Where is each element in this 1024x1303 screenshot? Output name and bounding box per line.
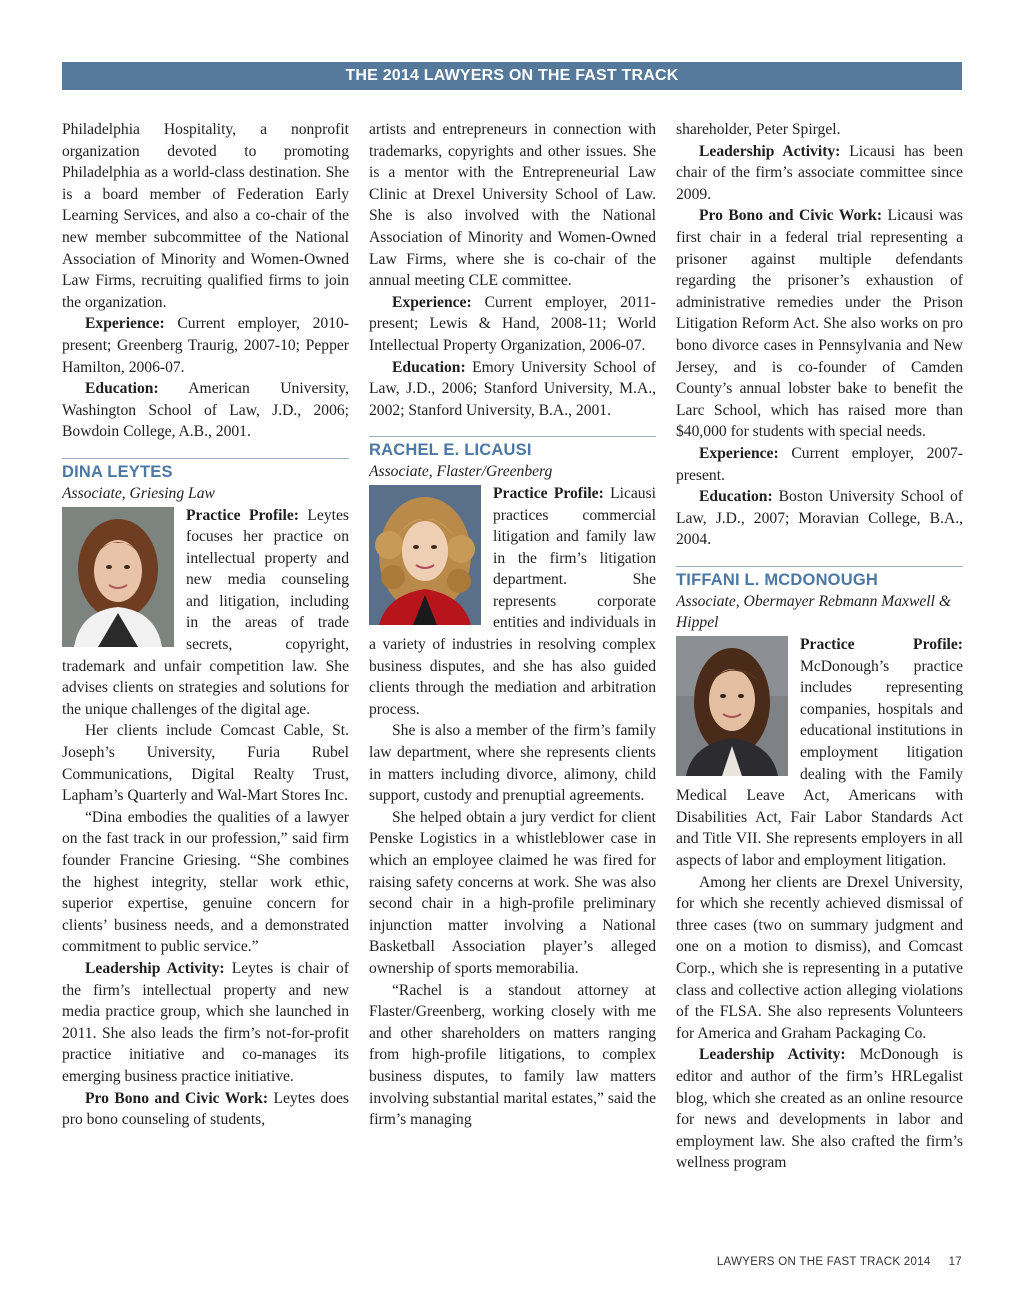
column1-intro: Philadelphia Hospitality, a nonprofit organization devoted to promoting Philadelphia as a world-class destination. She is a board member of Federation Early Learning Services, and also a co-chair of the new member subcommittee of the National Association of Minority and Women-Owned Law Firms, recruiting qualified firms to join the organization. — [62, 121, 349, 311]
practice-label: Practice Profile: — [186, 506, 299, 524]
experience-label: Experience: — [85, 315, 165, 333]
column1-education — [62, 378, 349, 443]
section-banner: THE 2014 LAWYERS ON THE FAST TRACK — [62, 62, 962, 90]
probono-label: Pro Bono and Civic Work: — [85, 1089, 269, 1107]
education-text: American University, Washington School of Law, J.D., 2006; Bowdoin College, A.B., 2001. — [62, 380, 349, 441]
experience-label: Experience: — [699, 444, 779, 462]
education-text: Boston University School of Law, J.D., 2007; Moravian College, B.A., 2004. — [676, 488, 963, 549]
profile-title-leytes: Associate, Griesing Law — [62, 484, 215, 502]
practice-label: Practice Profile: — [493, 484, 604, 502]
column-2 — [369, 119, 656, 1249]
probono-label: Pro Bono and Civic Work: — [699, 207, 883, 225]
education-label: Education: — [392, 358, 466, 376]
licausi-leadership — [676, 141, 963, 206]
licausi-probono — [676, 205, 963, 443]
mcdonough-clients: Among her clients are Drexel University, for which she recently achieved dismissal of three cases (two on summary judgment and one on a motion to dismiss), and Comcast Corp., which she is representing in a putative class and collective action alleging violations of the FLSA. She also represents Volunteers for America and Graham Packaging Co. — [676, 873, 963, 1042]
leadership-label: Leadership Activity: — [699, 1046, 846, 1064]
profile-title-licausi: Associate, Flaster/Greenberg — [369, 463, 553, 481]
licausi-quote-continued: shareholder, Peter Spirgel. — [676, 121, 841, 138]
portrait-photo-mcdonough — [676, 636, 788, 776]
licausi-education — [676, 486, 963, 551]
column-1 — [62, 119, 349, 1249]
profile-divider — [676, 566, 963, 567]
experience-text: Current employer, 2011-present; Lewis & Hand, 2008-11; World Intellectual Property Organization, 2006-07. — [369, 293, 656, 354]
leadership-label: Leadership Activity: — [699, 142, 841, 160]
leytes-leadership — [62, 958, 349, 1088]
column2-experience — [369, 292, 656, 357]
column2-education — [369, 357, 656, 422]
mcdonough-leadership — [676, 1044, 963, 1174]
column-3 — [676, 119, 963, 1249]
probono-text: Leytes does pro bono counseling of students, — [62, 1089, 349, 1129]
profile-divider — [369, 436, 656, 437]
education-label: Education: — [699, 488, 773, 506]
page-number: 17 — [948, 1256, 962, 1268]
page-footer — [717, 1256, 962, 1268]
profile-name-licausi: RACHEL E. LICAUSI — [369, 441, 532, 460]
leytes-clients: Her clients include Comcast Cable, St. Joseph’s University, Furia Rubel Communications, Digital Realty Trust, Lapham’s Quarterly and Wal-Mart Stores Inc. — [62, 722, 349, 805]
practice-text: Licausi practices commercial litigation and family law in the firm’s litigation department. She represents corporate entities and individuals in a variety of industries in resolving complex business disputes, and she has also guided clients through the mediation and arbitration process. — [369, 484, 656, 718]
profile-name-leytes: DINA LEYTES — [62, 462, 173, 481]
licausi-experience — [676, 443, 963, 486]
profile-divider — [62, 458, 349, 459]
portrait-photo-licausi — [369, 485, 481, 625]
education-text: Emory University School of Law, J.D., 2006; Stanford University, M.A., 2002; Stanford University, B.A., 2001. — [369, 358, 656, 419]
practice-label: Practice Profile: — [800, 636, 963, 654]
leadership-text: Leytes is chair of the firm’s intellectual property and new media practice group, which she launched in 2011. She also leads the firm’s not-for-profit practice initiative and co-manages its emerging business practice initiative. — [62, 959, 349, 1085]
experience-label: Experience: — [392, 293, 472, 311]
leadership-text: Licausi has been chair of the firm’s associate committee since 2009. — [676, 142, 963, 203]
leytes-quote: “Dina embodies the qualities of a lawyer on the fast track in our profession,” said firm founder Francine Griesing. “She combines the highest integrity, stellar work ethic, superior expertise, genuine concern for clients’ business needs, and a demonstrated commitment to public service.” — [62, 808, 349, 956]
licausi-family: She is also a member of the firm’s family law department, where she represents clients in matters including divorce, alimony, child support, custody and prenuptial agreements. — [369, 722, 656, 805]
practice-text: Leytes focuses her practice on intellectual property and new media counseling and litigation, including in the areas of trade secrets, copyright, trademark and unfair competition law. She advises clients on strategies and solutions for the unique challenges of the digital age. — [62, 506, 349, 718]
column2-intro: artists and entrepreneurs in connection with trademarks, copyrights and other issues. She is a mentor with the Entrepreneurial Law Clinic at Drexel University School of Law. She is also involved with the National Association of Minority and Women-Owned Law Firms, where she is co-chair of the annual meeting CLE committee. — [369, 121, 656, 290]
practice-text: McDonough’s practice includes representing companies, hospitals and educational institutions in employment litigation dealing with the Family Medical Leave Act, Americans with Disabilities Act, Fair Labor Standards Act and Title VII. She represents employers in all aspects of labor and employment litigation. — [676, 657, 963, 869]
licausi-quote: “Rachel is a standout attorney at Flaster/Greenberg, working closely with me and other shareholders on matters ranging from high-profile litigations, to complex business disputes, to family law matters involving substantial marital estates,” said the firm’s managing — [369, 981, 656, 1129]
publication-name: LAWYERS ON THE FAST TRACK 2014 — [716, 1256, 931, 1268]
leadership-label: Leadership Activity: — [85, 959, 225, 977]
portrait-photo-leytes — [62, 507, 174, 647]
leadership-text: McDonough is editor and author of the firm’s HRLegalist blog, which she created as an online resource for news and developments in labor and employment law. She also crafted the firm’s wellness program — [676, 1046, 963, 1172]
leytes-probono — [62, 1088, 349, 1131]
profile-name-mcdonough: TIFFANI L. MCDONOUGH — [676, 570, 878, 589]
column1-experience — [62, 313, 349, 378]
probono-text: Licausi was first chair in a federal trial representing a prisoner against multiple defendants regarding the prisoner’s exhaustion of administrative remedies under the Prison Litigation Reform Act. She also works on pro bono divorce cases in Pennsylvania and New Jersey, and is co-founder of Camden County’s annual lobster bake to benefit the Larc School, which has raised more than $40,000 for students with special needs. — [676, 207, 963, 441]
profile-title-mcdonough: Associate, Obermayer Rebmann Maxwell & Hippel — [676, 592, 951, 632]
licausi-verdict: She helped obtain a jury verdict for client Penske Logistics in a whistleblower case in which an employee claimed he was fired for raising safety concerns at work. She was also second chair in a high-profile preliminary injunction matter involving a National Basketball Association player’s alleged ownership of sports memorabilia. — [369, 808, 656, 977]
experience-text: Current employer, 2007-present. — [676, 444, 963, 484]
education-label: Education: — [85, 380, 159, 398]
experience-text: Current employer, 2010-present; Greenberg Traurig, 2007-10; Pepper Hamilton, 2006-07. — [62, 315, 349, 376]
